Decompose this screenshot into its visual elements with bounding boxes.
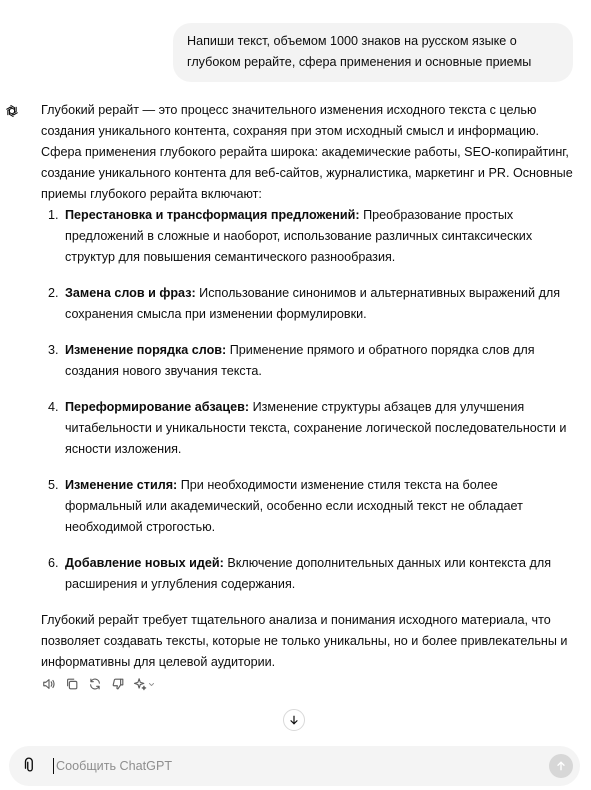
message-composer [9,746,580,786]
list-item-colon: : [219,556,224,570]
arrow-up-icon [555,760,567,772]
list-number: 3. [48,343,59,357]
sparkle-model-icon[interactable] [133,677,157,691]
list-item-title: Замена слов и фраз [65,286,192,300]
list-item-colon: : [191,286,196,300]
user-message: Напиши текст, объемом 1000 знаков на русском языке о глубоком рерайте, сфера применения и основные приемы [173,23,573,82]
list-item-title: Добавление новых идей [65,556,220,570]
message-input[interactable] [56,756,536,776]
list-item-title: Изменение порядка слов [65,343,223,357]
chevron-down-icon [148,681,155,688]
text-cursor [53,758,54,774]
list-item-text: Использование синонимов и альтернативных выражений для сохранения смысла при изменении формулировки. [65,286,561,321]
openai-logo-icon [4,103,20,119]
list-item-colon: : [173,478,178,492]
list-item-colon: : [222,343,227,357]
list-number: 5. [48,478,59,492]
list-number: 4. [48,400,59,414]
list-item-text: Применение прямого и обратного порядка слов для создания нового звучания текста. [65,343,535,378]
thumbs-down-icon[interactable] [110,677,125,692]
list-number: 6. [48,556,59,570]
copy-icon[interactable] [64,677,79,692]
list-item-colon: : [355,208,360,222]
list-number: 1. [48,208,59,222]
arrow-down-icon [288,714,300,726]
scroll-down-button[interactable] [283,709,305,731]
list-item [41,340,574,382]
list-item-text: Включение дополнительных данных или контекста для расширения и углубления содержания. [65,556,552,591]
send-button[interactable] [549,754,573,778]
regenerate-icon[interactable] [87,677,102,692]
list-item-text: При необходимости изменение стиля текста на более формальный или академический, особенно если исходный текст не обладает необходимой строгостью. [65,478,523,534]
list-item [41,553,574,595]
list-item [41,205,574,268]
message-actions [41,676,157,692]
list-item-title: Переформирование абзацев [65,400,245,414]
speaker-icon[interactable] [41,677,56,692]
list-item-title: Изменение стиля [65,478,174,492]
assistant-outro: Глубокий рерайт требует тщательного анализа и понимания исходного материала, что позволяет создавать тексты, которые не только уникальны, но и более привлекательны и информативны для целевой аудитории. [41,613,568,669]
list-item-colon: : [244,400,250,414]
list-item-text: Изменение структуры абзацев для улучшения читабельности и уникальности текста, сохранение логической последовательности и ясности изложения. [65,400,567,456]
list-number: 2. [48,286,59,300]
technique-list [41,205,574,595]
paperclip-icon[interactable] [21,757,39,775]
list-item [41,283,574,325]
list-item [41,475,574,538]
assistant-intro: Глубокий рерайт — это процесс значительного изменения исходного текста с целью создания уникального контента, сохраняя при этом исходный смысл и информацию. Сфера применения глубокого рерайта широка: академические работы, SEO-копирайтинг, создание уникального контента для веб-сайтов, журналистика, маркетинг и PR. Основные приемы глубокого рерайта включают: [41,103,573,201]
list-item-title: Перестановка и трансформация предложений [65,208,356,222]
list-item-text: Преобразование простых предложений в сложные и наоборот, использование различных синтаксических структур для повышения семантического разнообразия. [65,208,533,264]
list-item [41,397,574,460]
assistant-message [41,100,574,673]
